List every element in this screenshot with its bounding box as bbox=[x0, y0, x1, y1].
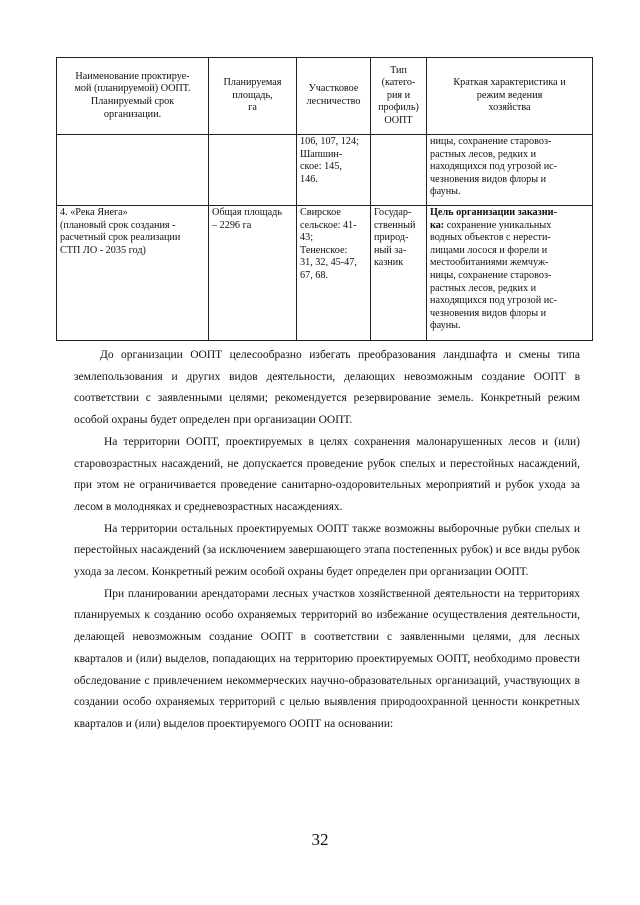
header-description: Краткая характеристика и режим ведения хозяйства bbox=[427, 58, 593, 135]
description-text: ницы, сохранение старовоз- растных лесов, редких и находящихся под угрозой ис- чезновения видов флоры и фауны. bbox=[430, 136, 558, 198]
header-name: Наименование проктируе- мой (планируемой) ООПТ. Планируемый срок организации. bbox=[57, 58, 209, 135]
cell-district: 106, 107, 124; Шапшин- ское: 145, 146. bbox=[297, 135, 371, 206]
description-bold: Цель организации заказни- ка: bbox=[430, 207, 557, 231]
page-number: 32 bbox=[311, 830, 329, 849]
table-header-row bbox=[57, 58, 593, 135]
table-row bbox=[57, 135, 593, 206]
description-text: сохранение уникальных водных объектов с нерести- лищами лосося и форели и местообитаниями жемчуж- ницы, сохранение старовоз- растных лесов, редких и находящихся под угрозой ис- чезновения видов флоры и фауны. bbox=[430, 219, 558, 332]
header-district: Участковое лесничество bbox=[297, 58, 371, 135]
cell-name: 4. «Река Янега» (плановый срок создания - расчетный срок реализации СТП ЛО - 2035 год) bbox=[57, 206, 209, 341]
header-area: Планируемая площадь, га bbox=[209, 58, 297, 135]
cell-name bbox=[57, 135, 209, 206]
body-text bbox=[74, 345, 580, 736]
paragraph: На территории остальных проектируемых ООПТ также возможны выборочные рубки спелых и перестойных насаждений (за исключением завершающего этапа постепенных рубок) и все виды рубок ухода за лесом. Конкретный режим особой охраны будет определен при организации ООПТ. bbox=[74, 522, 580, 579]
cell-area bbox=[209, 135, 297, 206]
header-type: Тип (катего- рия и профиль) ООПТ bbox=[371, 58, 427, 135]
cell-district: Свирское сельское: 41- 43; Тененское: 31, 32, 45-47, 67, 68. bbox=[297, 206, 371, 341]
paragraph: До организации ООПТ целесообразно избегать преобразования ландшафта и смены типа землепользования и других видов деятельности, делающих невозможным создание ООПТ в соответствии с заявленными целями; рекомендуется резервирование земель. Конкретный режим особой охраны будет определен при организации ООПТ. bbox=[74, 349, 580, 427]
table-row bbox=[57, 206, 593, 341]
cell-type: Государ- ственный природ- ный за- казник bbox=[371, 206, 427, 341]
cell-description bbox=[427, 135, 593, 206]
paragraph: На территории ООПТ, проектируемых в целях сохранения малонарушенных лесов и (или) старовозрастных насаждений, не допускается проведение рубок спелых и перестойных насаждений, при этом не ограничивается проведение санитарно-оздоровительных мероприятий и рубок ухода за лесом в молодняках и средневозрастных насаждениях. bbox=[74, 435, 580, 513]
cell-description bbox=[427, 206, 593, 341]
paragraph: При планировании арендаторами лесных участков хозяйственной деятельности на территориях планируемых к созданию особо охраняемых территорий во избежание осуществления деятельности, делающей невозможным создание ООПТ в соответствии с заявленными целями, для лесных кварталов и (или) выделов, попадающих на территорию проектируемых ООПТ, необходимо провести обследование с привлечением некоммерческих научно-образовательных организаций, участвующих в создании особо охраняемых территорий с целью выявления природоохранной ценности конкретных кварталов и (или) выделов проектируемого ООПТ на основании: bbox=[74, 587, 580, 730]
cell-type bbox=[371, 135, 427, 206]
oopt-table bbox=[56, 57, 593, 341]
cell-area: Общая площадь – 2296 га bbox=[209, 206, 297, 341]
